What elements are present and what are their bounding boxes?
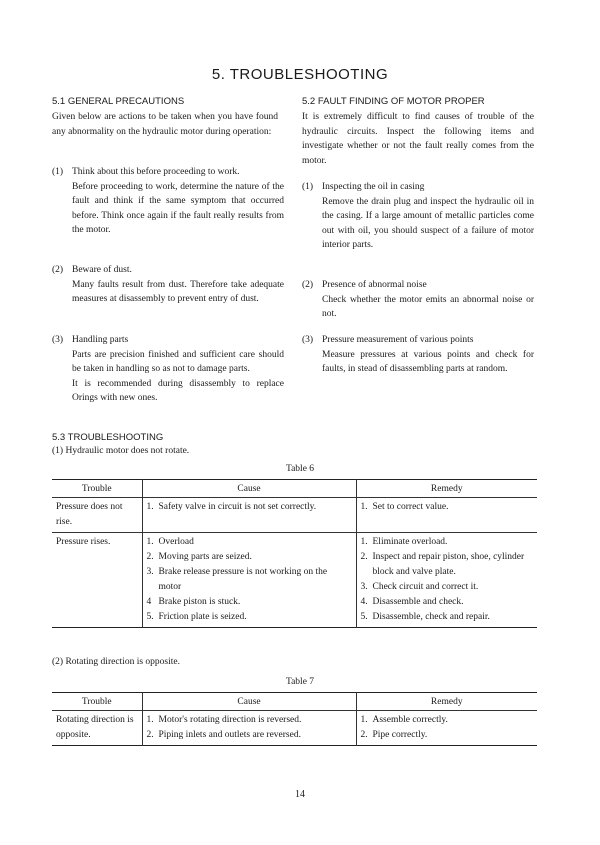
item-title: Inspecting the oil in casing: [322, 182, 425, 192]
list-item: 5. Disassemble, check and repair.: [360, 612, 490, 622]
table-6: [52, 479, 537, 628]
fault-item-2: [302, 278, 536, 323]
table-header-trouble: Trouble: [52, 693, 142, 711]
table-header-cause: Cause: [142, 480, 356, 498]
remedy-cell: [356, 498, 537, 533]
item-body-text: Before proceeding to work, determine the nature of the fault and think if the same symptom that occurred before. Think once again if the fault really results from the motor.: [72, 181, 284, 236]
list-item: 4 Brake piston is stuck.: [146, 597, 241, 607]
item-title: Pressure measurement of various points: [322, 335, 474, 345]
list-item: 2. Inspect and repair piston, shoe, cylinder block and valve plate.: [360, 552, 525, 577]
item-body-text: Check whether the motor emits an abnormal noise or not.: [322, 294, 534, 320]
trouble-cell: Pressure rises.: [52, 533, 142, 628]
section-5-2-title: 5.2 FAULT FINDING OF MOTOR PROPER: [302, 96, 485, 107]
page-title: 5. TROUBLESHOOTING: [211, 66, 389, 83]
list-item: 2. Pipe correctly.: [360, 730, 428, 740]
cause-cell: [142, 498, 356, 533]
table-row: [52, 711, 537, 746]
section-5-3-title: 5.3 TROUBLESHOOTING: [52, 432, 164, 443]
table-row: [52, 533, 537, 628]
table-7: [52, 692, 537, 746]
table-row: [52, 498, 537, 533]
list-item: 1. Set to correct value.: [360, 502, 449, 512]
table-7-caption: Table 7: [285, 677, 315, 687]
item-title: Presence of abnormal noise: [322, 280, 427, 290]
precaution-item-1: [52, 165, 286, 235]
section-5-2-intro: It is extremely difficult to find causes of trouble of the hydraulic circuits. Inspect the following items and investigate whether or not the fault really comes from the motor.: [302, 112, 534, 166]
item-title: Think about this before proceeding to work.: [72, 167, 240, 177]
list-item: 1. Motor's rotating direction is reversed.: [146, 715, 302, 725]
item-number: (1): [52, 167, 64, 177]
item-number: (1): [302, 182, 314, 192]
cause-cell: [142, 533, 356, 628]
precaution-item-3: [52, 333, 286, 418]
item-body-text: Measure pressures at various points and check for faults, in stead of disassembling parts at random.: [322, 349, 534, 375]
item-title: Handling parts: [72, 335, 129, 345]
table-header-cause: Cause: [142, 693, 356, 711]
list-item: 1. Eliminate overload.: [360, 537, 448, 547]
precaution-item-2: [52, 263, 286, 323]
fault-item-3: [302, 333, 536, 393]
list-item: 5. Friction plate is seized.: [146, 612, 247, 622]
page-number: 14: [295, 789, 305, 800]
list-item: 1. Assemble correctly.: [360, 715, 448, 725]
list-item: 2. Piping inlets and outlets are reversed.: [146, 730, 301, 740]
item-body-text: Many faults result from dust. Therefore take adequate measures at disassembly to prevent entry of dust.: [72, 279, 284, 305]
subsection-2-title: (2) Rotating direction is opposite.: [52, 657, 180, 667]
list-item: 4. Disassemble and check.: [360, 597, 464, 607]
item-body: [322, 348, 534, 377]
section-5-1-title: 5.1 GENERAL PRECAUTIONS: [52, 96, 185, 107]
item-body-text: Remove the drain plug and inspect the hydraulic oil in the casing. If a large amount of metallic particles come out with oil, you should suspect of a failure of motor interior parts.: [322, 196, 534, 251]
item-number: (2): [302, 280, 314, 290]
table-header-trouble: Trouble: [52, 480, 142, 498]
list-item: 1. Safety valve in circuit is not set correctly.: [146, 502, 317, 512]
item-body: [72, 180, 284, 238]
item-number: (3): [302, 335, 314, 345]
item-number: (2): [52, 265, 64, 275]
trouble-cell: Rotating direction is opposite.: [52, 711, 142, 746]
trouble-cell: Pressure does not rise.: [52, 498, 142, 533]
fault-item-1: [302, 180, 536, 260]
section-5-1-intro: Given below are actions to be taken when you have found any abnormality on the hydraulic motor during operation:: [52, 112, 278, 137]
item-body: [72, 348, 284, 406]
list-item: 2. Moving parts are seized.: [146, 552, 252, 562]
remedy-cell: [356, 711, 537, 746]
item-body-text: It is recommended during disassembly to replace Orings with new ones.: [72, 378, 284, 404]
list-item: 3. Brake release pressure is not working on the motor: [146, 567, 328, 592]
table-6-caption: Table 6: [285, 464, 315, 474]
item-body: [72, 278, 284, 307]
item-body: [322, 293, 534, 322]
item-title: Beware of dust.: [72, 265, 132, 275]
item-body: [322, 195, 534, 253]
list-item: 3. Check circuit and correct it.: [360, 582, 479, 592]
subsection-1-title: (1) Hydraulic motor does not rotate.: [52, 446, 190, 456]
list-item: 1. Overload: [146, 537, 194, 547]
item-number: (3): [52, 335, 64, 345]
table-header-remedy: Remedy: [356, 480, 537, 498]
table-header-remedy: Remedy: [356, 693, 537, 711]
item-body-text: Parts are precision finished and sufficient care should be taken in handling so as not to damage parts.: [72, 349, 284, 375]
remedy-cell: [356, 533, 537, 628]
cause-cell: [142, 711, 356, 746]
